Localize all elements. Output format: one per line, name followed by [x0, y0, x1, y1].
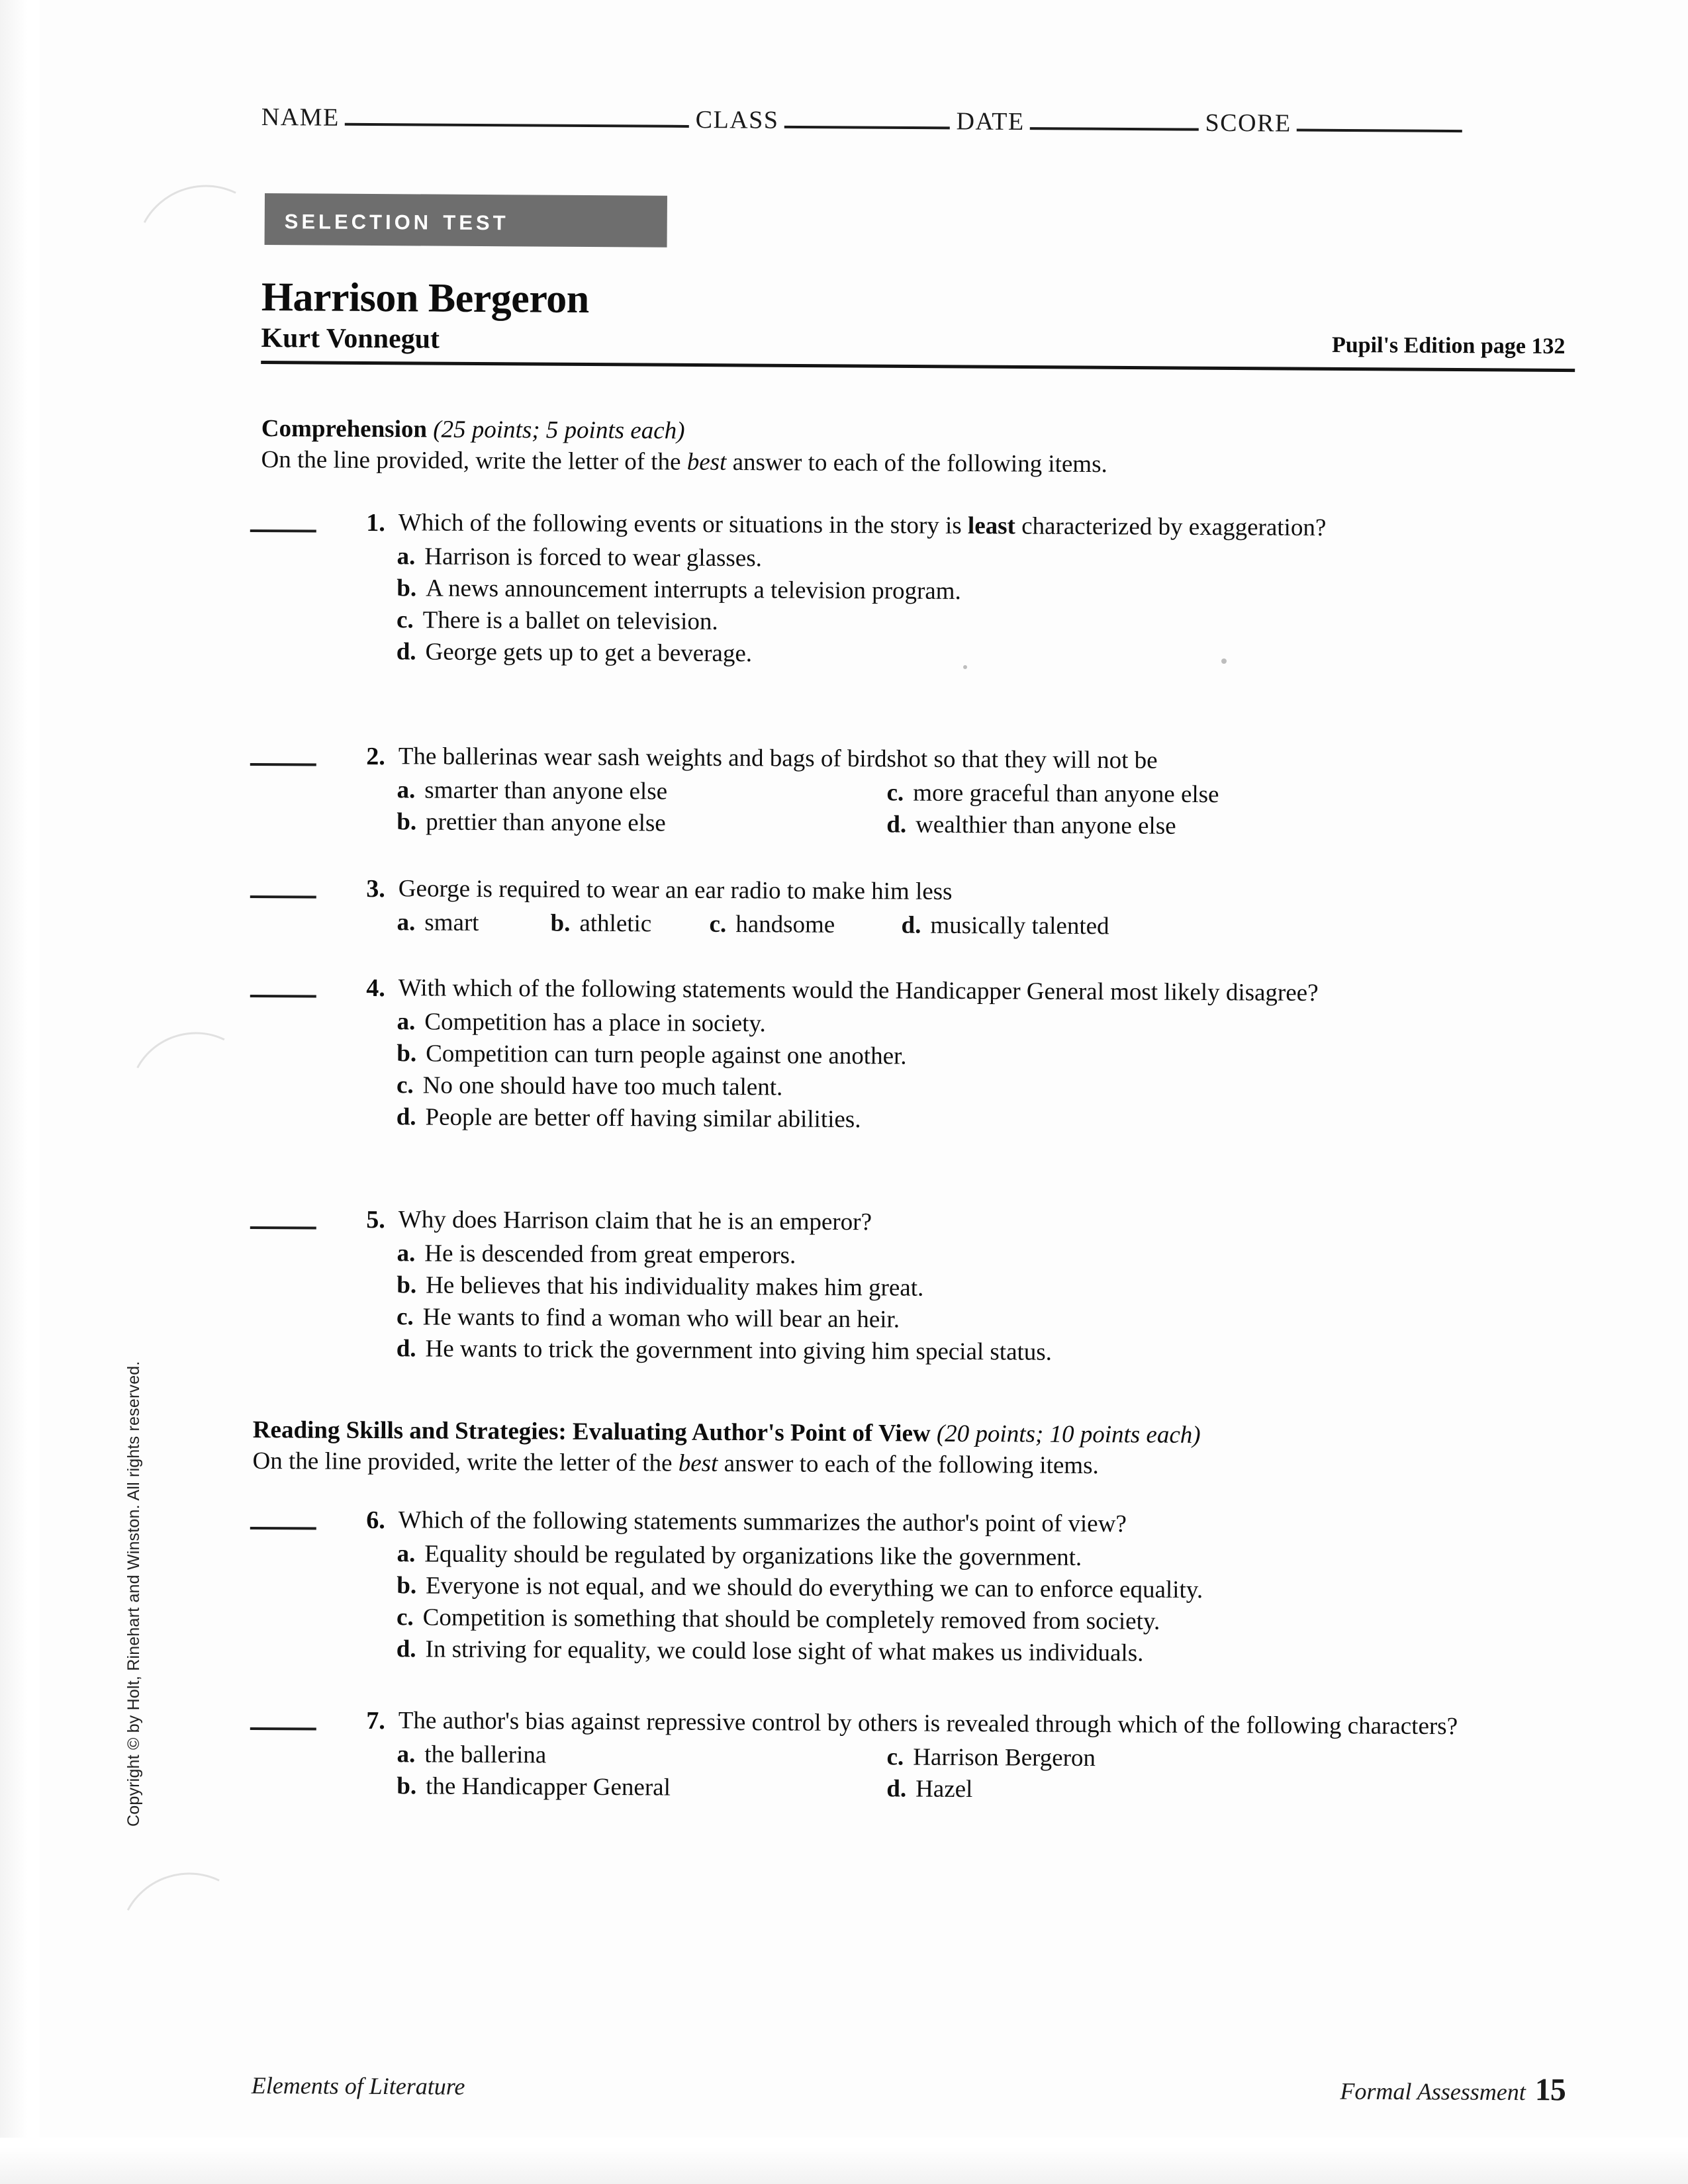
scan-artifact-arc-bottom — [103, 1855, 272, 2021]
question-number: 5. — [366, 1205, 385, 1234]
option-text: There is a ballet on television. — [422, 606, 718, 635]
option-text: He believes that his individuality makes him great. — [426, 1271, 924, 1302]
option-text: A news announcement interrupts a television program. — [426, 574, 961, 605]
directions-emphasis: best — [678, 1449, 718, 1478]
question-head — [250, 1203, 1581, 1243]
option-text: In striving for equality, we could lose sight of what makes us individuals. — [425, 1635, 1144, 1667]
date-label: DATE — [956, 107, 1025, 136]
option-text: smart — [424, 909, 479, 936]
option-b[interactable] — [550, 907, 709, 940]
question-stem: The ballerinas wear sash weights and bags of birdshot so that they will not be — [398, 743, 1158, 774]
answer-blank-5[interactable] — [250, 1226, 316, 1230]
class-field[interactable] — [784, 125, 949, 130]
option-text: handsome — [735, 910, 835, 938]
option-d[interactable] — [397, 636, 1580, 674]
option-text: Competition has a place in society. — [424, 1008, 766, 1037]
option-letter: c. — [396, 1303, 414, 1331]
name-field[interactable] — [345, 122, 689, 128]
option-b[interactable] — [397, 1770, 886, 1805]
option-d[interactable] — [397, 1333, 1580, 1371]
student-info-header — [261, 103, 1559, 150]
section-reading-skills — [252, 1415, 1570, 1484]
option-letter: d. — [396, 1335, 416, 1363]
question-stem — [385, 507, 1581, 545]
title-divider-rule — [261, 361, 1575, 372]
directions-text-post: answer to each of the following items. — [718, 1450, 1099, 1480]
section-directions — [252, 1446, 1570, 1484]
section-heading-title: Comprehension — [261, 414, 434, 443]
option-list — [397, 907, 1580, 945]
question-number: 3. — [366, 874, 385, 903]
title-block — [261, 277, 1566, 372]
option-d[interactable] — [397, 1633, 1580, 1672]
option-letter: c. — [396, 1604, 414, 1631]
stem-emphasis: least — [967, 512, 1016, 540]
option-c[interactable] — [886, 777, 1482, 812]
footer-right-group — [1340, 2071, 1566, 2109]
page-footer — [252, 2065, 1566, 2108]
option-text: No one should have too much talent. — [422, 1071, 783, 1101]
option-list — [397, 541, 1581, 674]
option-text: musically talented — [930, 911, 1109, 940]
question-head — [250, 1704, 1581, 1744]
question-5 — [250, 1203, 1581, 1371]
option-d[interactable] — [886, 809, 1482, 844]
option-letter: c. — [396, 1071, 414, 1099]
option-letter: b. — [397, 574, 417, 602]
stem-part-1: Which of the following events or situations in the story is — [398, 509, 968, 540]
option-letter: d. — [901, 911, 921, 939]
question-head — [250, 872, 1581, 912]
option-text: athletic — [579, 909, 652, 938]
option-list — [397, 1739, 1581, 1809]
option-text: prettier than anyone else — [426, 808, 666, 837]
question-number: 6. — [366, 1506, 385, 1535]
question-head — [250, 506, 1581, 546]
option-letter: b. — [550, 909, 571, 937]
option-c[interactable] — [709, 909, 901, 942]
option-letter: d. — [396, 638, 416, 666]
option-a[interactable] — [397, 774, 886, 809]
question-head — [250, 972, 1581, 1011]
question-3 — [250, 872, 1581, 945]
directions-text-pre: On the line provided, write the letter of the — [261, 446, 687, 476]
option-list — [397, 1006, 1581, 1140]
option-letter: c. — [709, 910, 727, 938]
answer-blank-2[interactable] — [250, 762, 316, 766]
option-text: the Handicapper General — [426, 1772, 671, 1801]
option-text: the ballerina — [424, 1741, 547, 1769]
option-letter: a. — [397, 908, 416, 936]
option-text: more graceful than anyone else — [913, 779, 1219, 808]
option-column-left — [397, 774, 887, 841]
question-head — [250, 1504, 1581, 1543]
option-a[interactable] — [397, 1739, 886, 1773]
question-number: 7. — [366, 1706, 385, 1735]
option-text: wealthier than anyone else — [915, 811, 1176, 840]
option-text: He is descended from great emperors. — [424, 1240, 796, 1269]
footer-book-title: Elements of Literature — [251, 2071, 465, 2100]
selection-title: Harrison Bergeron — [261, 275, 589, 322]
question-6 — [250, 1504, 1581, 1672]
directions-text-post: answer to each of the following items. — [726, 449, 1107, 478]
option-list — [397, 1538, 1581, 1672]
scan-edge-shadow-left — [0, 0, 40, 2184]
question-stem: Why does Harrison claim that he is an emperor? — [398, 1206, 872, 1236]
question-4 — [250, 972, 1581, 1140]
option-letter: d. — [396, 1103, 416, 1131]
question-2 — [250, 740, 1581, 844]
option-text: Hazel — [915, 1775, 973, 1803]
answer-blank-6[interactable] — [250, 1526, 316, 1530]
question-stem: Which of the following statements summarizes the author's point of view? — [398, 1506, 1127, 1538]
option-list — [397, 774, 1581, 844]
selection-test-badge — [265, 193, 667, 248]
option-letter: b. — [397, 1772, 417, 1800]
option-letter: a. — [397, 542, 416, 570]
selection-test-badge-label: selection test — [284, 203, 509, 237]
option-letter: b. — [397, 1571, 417, 1600]
section-directions — [261, 445, 1578, 482]
score-label: SCORE — [1205, 109, 1291, 138]
answer-blank-3[interactable] — [250, 895, 316, 899]
option-letter: a. — [397, 1007, 416, 1036]
option-text: He wants to find a woman who will bear an heir. — [422, 1303, 900, 1334]
selection-author: Kurt Vonnegut — [261, 323, 440, 355]
date-field[interactable] — [1030, 126, 1199, 131]
option-letter: d. — [886, 811, 907, 839]
section-heading-points: (25 points; 5 points each) — [433, 416, 685, 445]
directions-text-pre: On the line provided, write the letter of the — [252, 1447, 679, 1477]
question-7 — [250, 1704, 1581, 1809]
option-column-left — [397, 1739, 887, 1805]
option-list — [397, 1238, 1581, 1371]
option-letter: a. — [397, 1740, 416, 1768]
directions-emphasis: best — [686, 448, 727, 477]
option-column-right — [886, 777, 1483, 844]
question-head — [250, 740, 1581, 780]
option-letter: b. — [397, 807, 417, 836]
question-stem: With which of the following statements would the Handicapper General most likely disagree? — [398, 974, 1319, 1007]
option-letter: d. — [396, 1635, 416, 1663]
option-text: Equality should be regulated by organizations like the government. — [424, 1540, 1082, 1571]
answer-blank-4[interactable] — [250, 994, 316, 998]
question-number: 1. — [366, 508, 385, 537]
footer-page-number: 15 — [1534, 2072, 1566, 2108]
class-label: CLASS — [695, 106, 779, 134]
option-letter: b. — [397, 1039, 417, 1068]
option-letter: a. — [397, 1539, 416, 1568]
stem-part-2: characterized by exaggeration? — [1015, 512, 1327, 542]
score-field[interactable] — [1297, 128, 1462, 133]
option-c[interactable] — [886, 1741, 1482, 1776]
option-letter: a. — [397, 776, 416, 804]
option-letter: c. — [886, 778, 904, 807]
option-column-right — [886, 1741, 1483, 1808]
question-1 — [250, 506, 1581, 674]
answer-blank-1[interactable] — [250, 529, 316, 533]
option-letter: c. — [886, 1743, 904, 1771]
question-stem: The author's bias against repressive control by others is revealed through which of the following characters? — [398, 1707, 1458, 1741]
option-letter: a. — [397, 1239, 416, 1267]
option-d[interactable] — [901, 909, 1179, 942]
option-text: Harrison is forced to wear glasses. — [424, 543, 763, 572]
copyright-notice: Copyright © by Holt, Rinehart and Winston. All rights reserved. — [124, 1361, 143, 1827]
option-b[interactable] — [397, 806, 886, 841]
option-d[interactable] — [397, 1101, 1580, 1140]
question-number: 2. — [366, 742, 385, 771]
option-a[interactable] — [397, 907, 550, 939]
option-letter: c. — [396, 606, 414, 634]
option-text: smarter than anyone else — [424, 776, 668, 805]
option-text: People are better off having similar abilities. — [425, 1103, 861, 1134]
pupils-edition-reference: Pupil's Edition page 132 — [1331, 333, 1566, 359]
option-text: Competition is something that should be completely removed from society. — [422, 1604, 1160, 1635]
scan-edge-shadow-bottom — [0, 2138, 1688, 2184]
option-letter: d. — [886, 1775, 907, 1803]
option-d[interactable] — [886, 1773, 1482, 1808]
footer-assessment-label: Formal Assessment — [1340, 2077, 1526, 2106]
option-text: He wants to trick the government into giving him special status. — [425, 1335, 1053, 1366]
question-number: 4. — [366, 974, 385, 1003]
option-text: Competition can turn people against one another. — [426, 1040, 907, 1070]
name-label: NAME — [261, 103, 340, 132]
option-text: Everyone is not equal, and we should do everything we can to enforce equality. — [426, 1572, 1203, 1604]
section-comprehension — [261, 414, 1578, 482]
answer-blank-7[interactable] — [250, 1727, 316, 1731]
section-heading-points: (20 points; 10 points each) — [936, 1420, 1201, 1449]
option-text: Harrison Bergeron — [913, 1743, 1096, 1772]
option-text: George gets up to get a beverage. — [425, 638, 753, 668]
question-stem: George is required to wear an ear radio to make him less — [398, 875, 953, 905]
section-heading-title: Reading Skills and Strategies: Evaluating Author's Point of View — [252, 1416, 937, 1447]
byline-row — [261, 322, 1565, 362]
option-letter: b. — [397, 1271, 417, 1299]
